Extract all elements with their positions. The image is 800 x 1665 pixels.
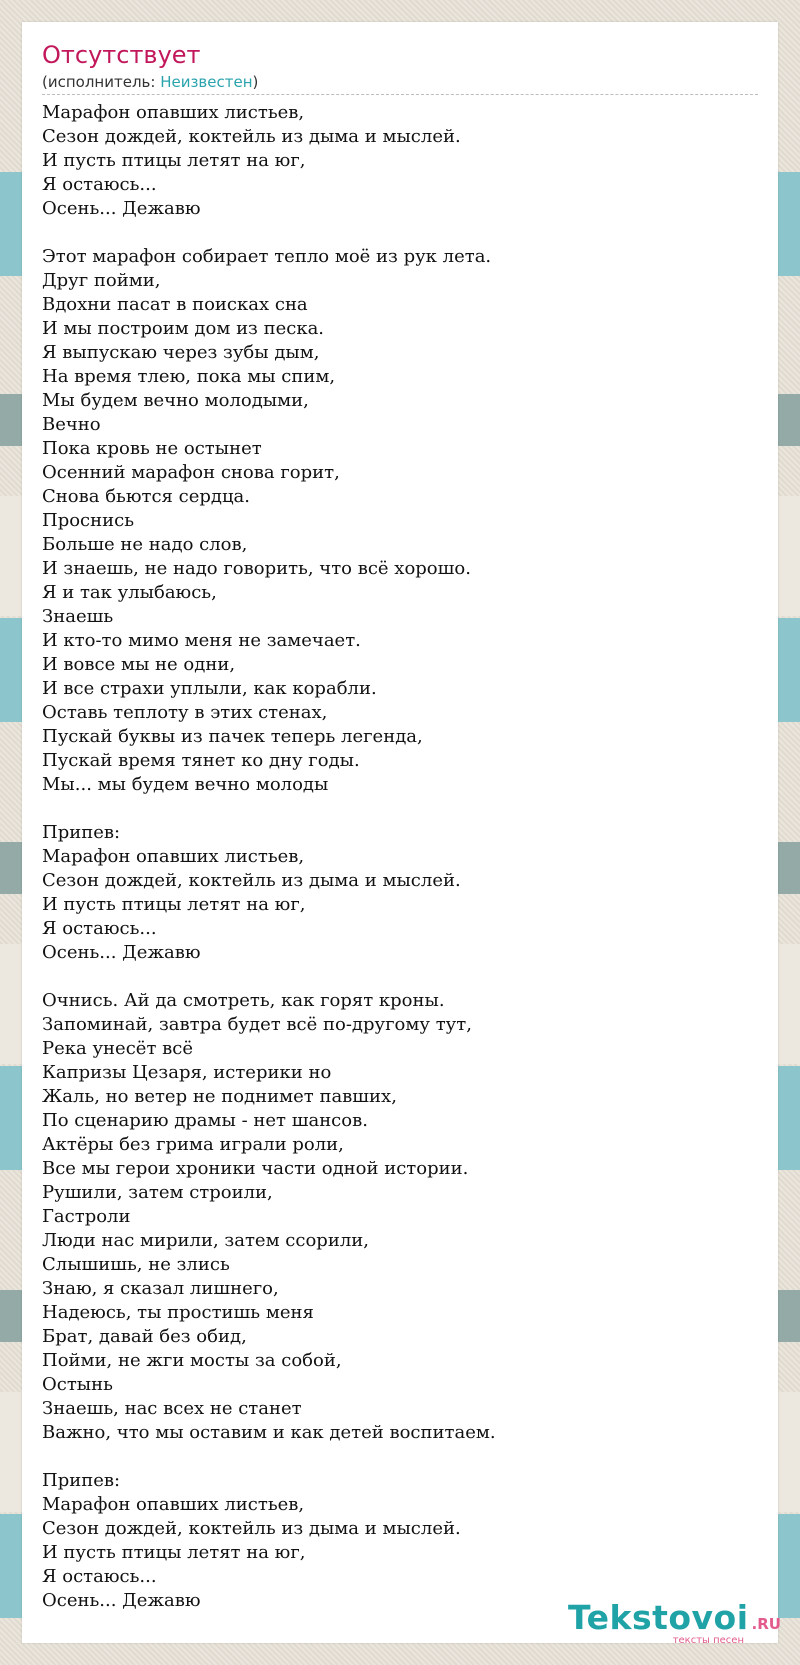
logo-wordmark: Tekstovoi xyxy=(568,1598,749,1637)
site-logo[interactable] xyxy=(568,1598,781,1646)
artist-prefix: (исполнитель: xyxy=(42,73,161,91)
logo-subtitle: тексты песен xyxy=(672,1635,744,1646)
artist-link[interactable]: Неизвестен xyxy=(160,73,253,91)
song-header xyxy=(42,40,758,95)
lyrics-card xyxy=(22,22,781,1646)
logo-tld: .RU xyxy=(751,1615,781,1633)
artist-line xyxy=(42,72,758,95)
song-title: Отсутствует xyxy=(42,41,201,69)
lyrics-text: Марафон опавших листьев, Сезон дождей, коктейль из дыма и мыслей. И пусть птицы летят на юг, Я остаюсь... Осень... Дежавю Этот марафон собирает тепло моё из рук лета. Друг пойми, Вдохни пасат в поисках сна И мы построим дом из песка. Я выпускаю через зубы дым, На время тлею, пока мы спим, Мы будем вечно молодыми, Вечно Пока кровь не остынет Осенний марафон снова горит, Снова бьются сердца. Проснись Больше не надо слов, И знаешь, не надо говорить, что всё хорошо. Я и так улыбаюсь, Знаешь И кто-то мимо меня не замечает. И вовсе мы не одни, И все страхи уплыли, как корабли. Оставь теплоту в этих стенах, Пускай буквы из пачек теперь легенда, Пускай время тянет ко дну годы. Мы... мы будем вечно молоды Припев: Марафон опавших листьев, Сезон дождей, коктейль из дыма и мыслей. И пусть птицы летят на юг, Я остаюсь... Осень... Дежавю Очнись. Ай да смотреть, как горят кроны. Запоминай, завтра будет всё по-другому тут, Река унесёт всё Капризы Цезаря, истерики но Жаль, но ветер не поднимет павших, По сценарию драмы - нет шансов. Актёры без грима играли роли, Все мы герои хроники части одной истории. Рушили, затем строили, Гастроли Люди нас мирили, затем ссорили, Слышишь, не злись Знаю, я сказал лишнего, Надеюсь, ты простишь меня Брат, давай без обид, Пойми, не жги мосты за собой, Остынь Знаешь, нас всех не станет Важно, что мы оставим и как детей воспитаем. Припев: Марафон опавших листьев, Сезон дождей, коктейль из дыма и мыслей. И пусть птицы летят на юг, Я остаюсь... Осень... Дежавю xyxy=(42,102,496,1611)
artist-suffix: ) xyxy=(252,73,259,91)
